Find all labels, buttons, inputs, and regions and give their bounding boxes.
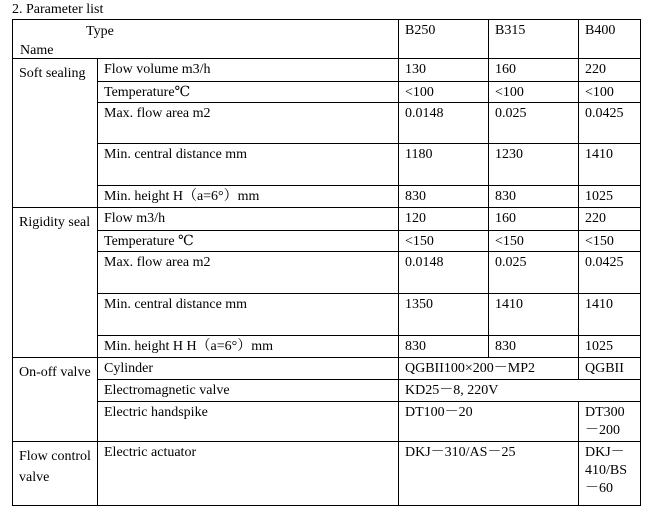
table-cell: 0.0148 [399,252,489,294]
table-row [13,186,641,208]
table-row [13,144,641,186]
table-cell: 1350 [399,294,489,336]
table-cell: 160 [489,208,579,231]
table-cell: 1410 [579,294,641,336]
table-cell: 1025 [579,186,641,208]
param-label: Min. height H（a=6°）mm [98,186,399,208]
table-cell: <100 [579,82,641,103]
group-soft-sealing: Soft sealing [13,59,98,208]
table-cell: <150 [489,231,579,252]
type-header-label: Type [86,24,114,39]
param-label: Temperature ℃ [98,231,399,252]
table-cell: <100 [399,82,489,103]
table-row [13,208,641,231]
table-cell: 0.025 [489,103,579,144]
table-cell: 220 [579,59,641,82]
table-row [13,59,641,82]
table-cell: <150 [399,231,489,252]
table-row [13,358,641,380]
table-cell: QGBII100×200－MP2 [399,358,579,380]
table-cell: <150 [579,231,641,252]
table-cell: DKJ－310/AS－25 [399,442,579,506]
name-header-label: Name [20,43,54,58]
table-cell: KD25－8, 220V [399,380,641,402]
table-cell: 1410 [579,144,641,186]
param-label: Electromagnetic valve [98,380,399,402]
param-label: Max. flow area m2 [98,103,399,144]
group-on-off-valve: On-off valve [13,358,98,442]
table-cell: QGBII [579,358,641,380]
table-row [13,380,641,402]
table-cell: 120 [399,208,489,231]
table-row [13,442,641,506]
table-row [13,231,641,252]
table-row [13,336,641,358]
table-cell: 830 [399,186,489,208]
table-cell: 830 [489,336,579,358]
table-cell: <100 [489,82,579,103]
section-heading: 2. Parameter list [12,2,104,17]
param-label: Cylinder [98,358,399,380]
table-cell: 1410 [489,294,579,336]
table-cell: 1230 [489,144,579,186]
header-row [13,20,641,59]
param-label: Electric actuator [98,442,399,506]
table-cell: 160 [489,59,579,82]
param-label: Max. flow area m2 [98,252,399,294]
table-cell: 0.025 [489,252,579,294]
table-cell: 130 [399,59,489,82]
param-label: Electric handspike [98,402,399,442]
table-row [13,82,641,103]
param-label: Flow m3/h [98,208,399,231]
table-row [13,103,641,144]
param-label: Min. central distance mm [98,294,399,336]
table-cell: 1025 [579,336,641,358]
param-label: Flow volume m3/h [98,59,399,82]
table-cell: DKJ－410/BS－60 [579,442,641,506]
model-header-b315: B315 [489,20,579,59]
table-cell: DT300－200 [579,402,641,442]
param-label: Min. central distance mm [98,144,399,186]
table-cell: 1180 [399,144,489,186]
table-row [13,402,641,442]
table-cell: 0.0425 [579,252,641,294]
table-row [13,252,641,294]
table-cell: DT100－20 [399,402,579,442]
param-label: Temperature℃ [98,82,399,103]
model-header-b250: B250 [399,20,489,59]
group-flow-control-valve: Flow control valve [13,442,98,506]
table-cell: 830 [399,336,489,358]
table-cell: 830 [489,186,579,208]
type-name-header [13,20,399,59]
table-row [13,294,641,336]
model-header-b400: B400 [579,20,641,59]
table-cell: 220 [579,208,641,231]
group-rigidity-seal: Rigidity seal [13,208,98,358]
table-cell: 0.0425 [579,103,641,144]
parameter-table [12,19,641,506]
table-cell: 0.0148 [399,103,489,144]
param-label: Min. height H H（a=6°）mm [98,336,399,358]
